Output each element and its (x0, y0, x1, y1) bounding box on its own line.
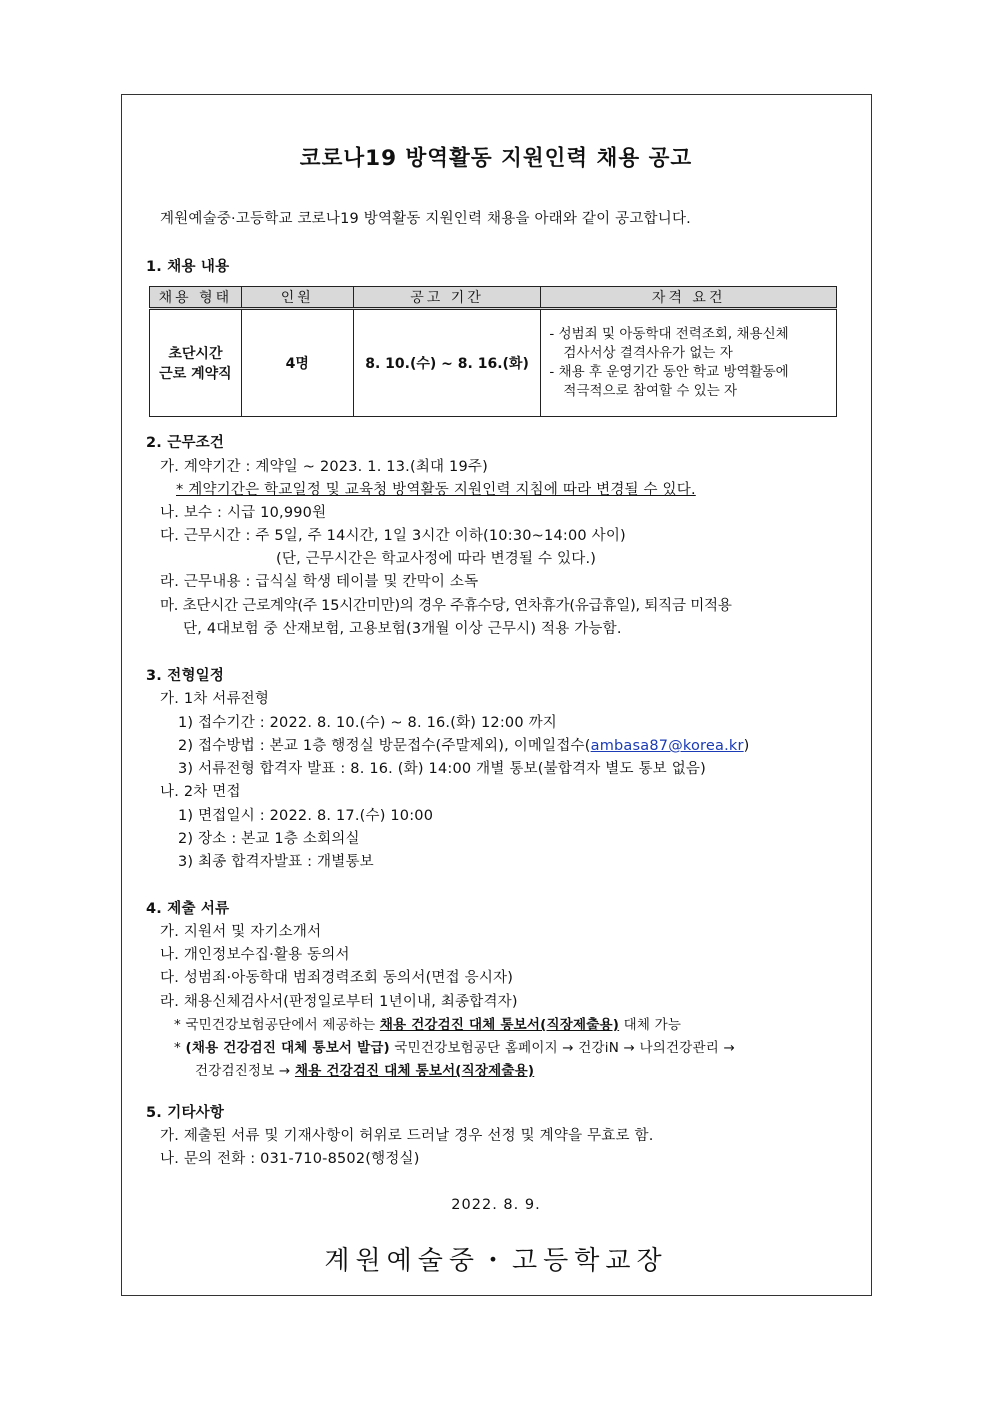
s3-ga: 가. 1차 서류전형 (160, 691, 270, 707)
s5-a: 가. 제출된 서류 및 기재사항이 허위로 드러날 경우 선정 및 계약을 무효로 함. (160, 1128, 654, 1144)
s4-note-3-pre: 건강검진정보 → (195, 1063, 295, 1079)
s2-item-c: 다. 근무시간 : 주 5일, 주 14시간, 1일 3시간 이하(10:30~14:00 사이) (160, 528, 626, 544)
document-title: 코로나19 방역활동 지원인력 채용 공고 (299, 146, 693, 171)
s3-na-1: 1) 면접일시 : 2022. 8. 17.(수) 10:00 (178, 808, 434, 824)
header-count: 인원 (241, 287, 353, 309)
header-period: 공고 기간 (353, 287, 541, 309)
s2-item-b: 나. 보수 : 시급 10,990원 (160, 505, 327, 521)
qual-2a: - 채용 후 운영기간 동안 학교 방역활동에 (549, 364, 789, 380)
section-2-heading: 2. 근무조건 (146, 435, 225, 451)
s2-item-a-note: * 계약기간은 학교일정 및 교육청 방역활동 지원인력 지침에 따라 변경될 수 있다. (176, 482, 696, 498)
s4-note-2-star: * (174, 1040, 186, 1056)
qual-1b: 검사서상 결격사유가 없는 자 (563, 345, 733, 361)
s5-b: 나. 문의 전화 : 031-710-8502(행정실) (160, 1151, 420, 1167)
s4-note-3-bold: 채용 건강검진 대체 통보서(직장제출용) (294, 1063, 535, 1079)
s4-a: 가. 지원서 및 자기소개서 (160, 924, 322, 940)
s2-item-c-note: (단, 근무시간은 학교사정에 따라 변경될 수 있다.) (276, 551, 597, 567)
s4-d: 라. 채용신체검사서(판정일로부터 1년이내, 최종합격자) (160, 994, 518, 1010)
section-1-heading: 1. 채용 내용 (146, 259, 230, 275)
header-type: 채용 형태 (150, 287, 242, 309)
s4-b: 나. 개인정보수집·활용 동의서 (160, 947, 350, 963)
type-line-1: 초단시간 (168, 346, 223, 362)
cell-count: 4명 (241, 309, 353, 417)
s3-ga-3: 3) 서류전형 합격자 발표 : 8. 16. (화) 14:00 개별 통보(불합격자 별도 통보 없음) (178, 761, 706, 777)
recruit-table (149, 286, 837, 417)
s3-na-3: 3) 최종 합격자발표 : 개별통보 (178, 854, 374, 870)
email-link[interactable]: ambasa87@korea.kr (590, 738, 744, 754)
s4-note-1-bold: 채용 건강검진 대체 통보서(직장제출용) (379, 1017, 620, 1033)
s3-ga-2 (178, 737, 750, 755)
s3-ga-2-text: 2) 접수방법 : 본교 1층 행정실 방문접수(주말제외), 이메일접수( (178, 738, 591, 754)
qual-1a: - 성범죄 및 아동학대 전력조회, 채용신체 (549, 326, 789, 342)
s2-item-a: 가. 계약기간 : 계약일 ~ 2023. 1. 13.(최대 19주) (160, 459, 488, 475)
header-qualification: 자격 요건 (541, 287, 837, 309)
s2-item-e-line-1: 마. 초단시간 근로계약(주 15시간미만)의 경우 주휴수당, 연차휴가(유급휴일), 퇴직금 미적용 (160, 598, 732, 614)
section-3-heading: 3. 전형일정 (146, 668, 225, 684)
s2-item-e-line-2: 단, 4대보험 중 산재보험, 고용보험(3개월 이상 근무시) 적용 가능함. (183, 621, 622, 637)
s4-note-2 (174, 1039, 735, 1057)
qual-2b: 적극적으로 참여할 수 있는 자 (563, 383, 738, 399)
cell-type (150, 309, 242, 417)
s4-note-2-post: 국민건강보험공단 홈페이지 → 건강iN → 나의건강관리 → (389, 1040, 735, 1056)
type-line-2: 근로 계약직 (159, 366, 232, 382)
cell-qualification (541, 309, 837, 417)
section-5-heading: 5. 기타사항 (146, 1105, 225, 1121)
table-row (150, 309, 837, 417)
s4-c: 다. 성범죄·아동학대 범죄경력조회 동의서(면접 응시자) (160, 970, 514, 986)
s4-note-1 (174, 1016, 681, 1034)
s3-na-2: 2) 장소 : 본교 1층 소회의실 (178, 831, 360, 847)
s3-na: 나. 2차 면접 (160, 784, 241, 800)
s3-ga-1: 1) 접수기간 : 2022. 8. 10.(수) ~ 8. 16.(화) 12:00 까지 (178, 715, 557, 731)
table-header-row (150, 287, 837, 309)
announcement-date: 2022. 8. 9. (451, 1197, 541, 1213)
s4-note-1-post: 대체 가능 (619, 1017, 682, 1033)
signature: 계원예술중・고등학교장 (324, 1246, 668, 1276)
s3-ga-2-close: ) (743, 738, 750, 754)
cell-period: 8. 10.(수) ~ 8. 16.(화) (353, 309, 541, 417)
s4-note-1-pre: * 국민건강보험공단에서 제공하는 (174, 1017, 380, 1033)
s4-note-3 (195, 1062, 534, 1080)
s4-note-2-bold: (채용 건강검진 대체 통보서 발급) (185, 1040, 390, 1056)
intro-text: 계원예술중·고등학교 코로나19 방역활동 지원인력 채용을 아래와 같이 공고합니다. (160, 211, 691, 227)
s2-item-d: 라. 근무내용 : 급식실 학생 테이블 및 칸막이 소독 (160, 574, 479, 590)
section-4-heading: 4. 제출 서류 (146, 901, 230, 917)
